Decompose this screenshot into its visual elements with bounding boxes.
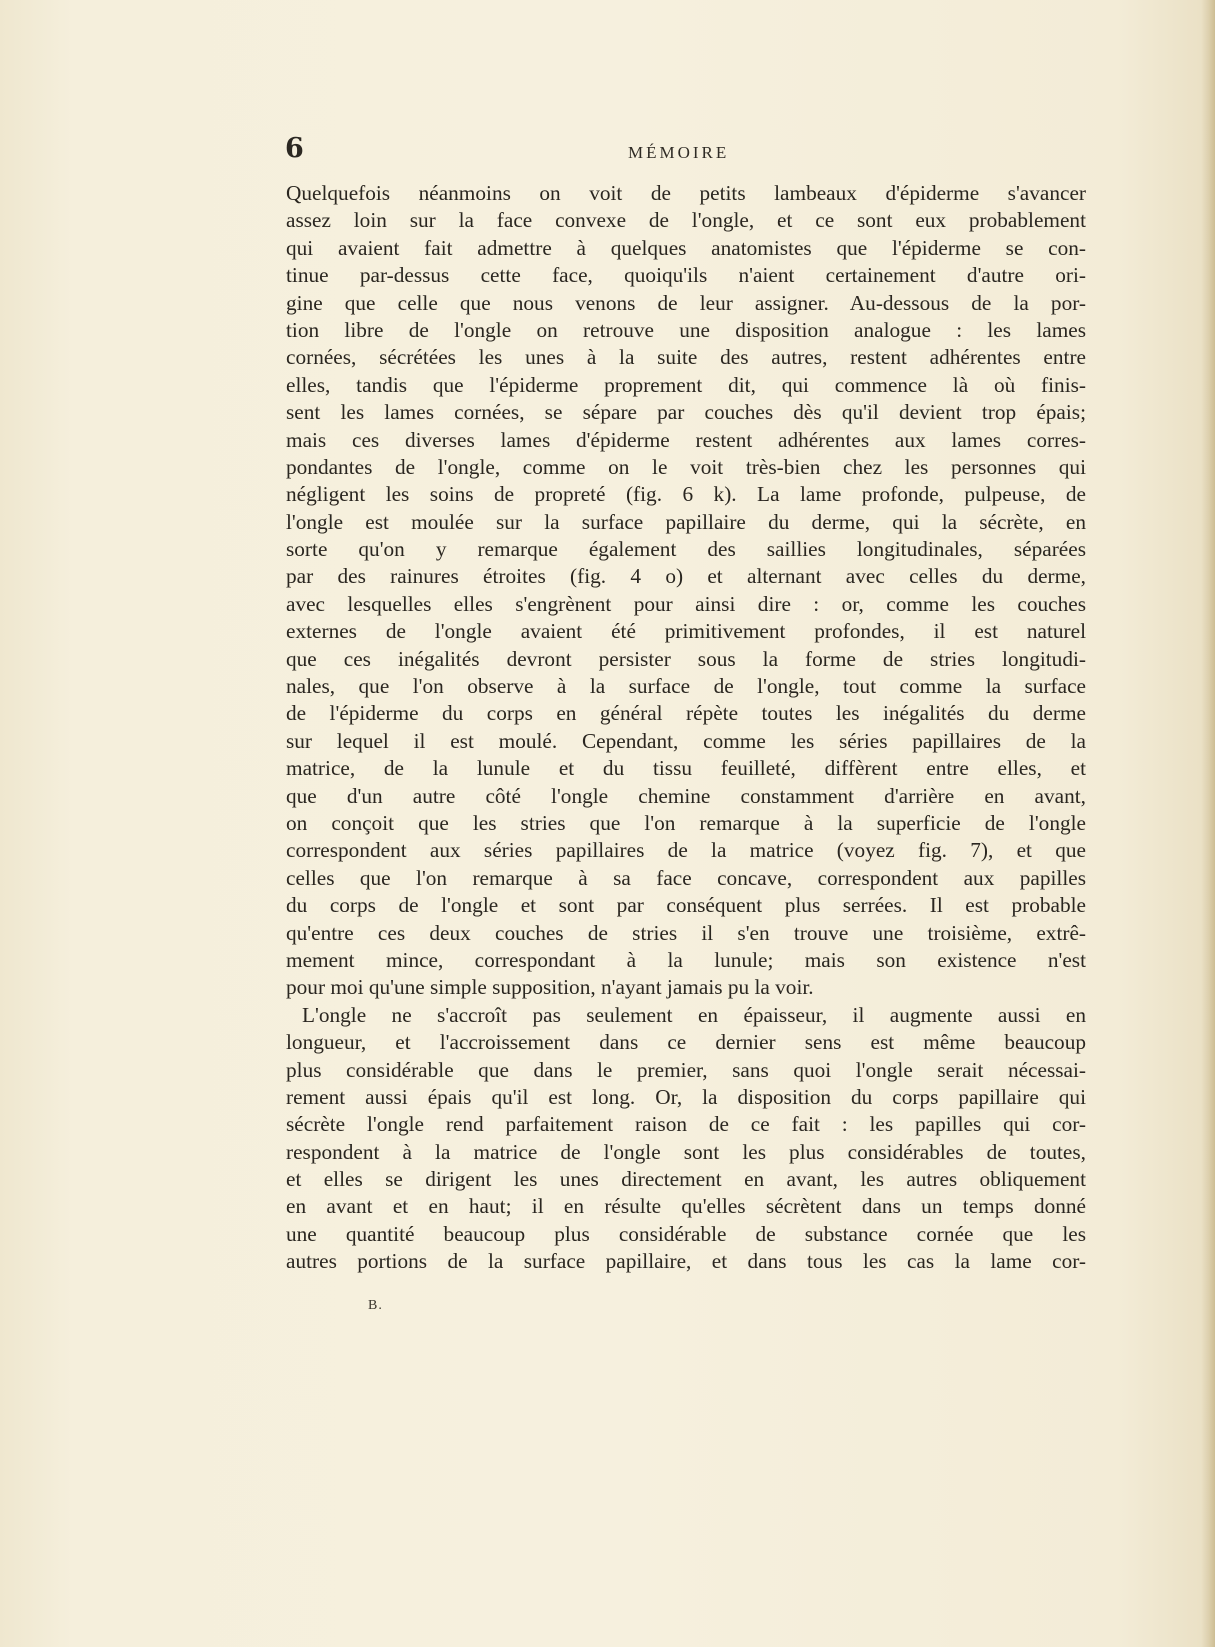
text-line: une quantité beaucoup plus considérable de substance cornée que les [286,1221,1086,1246]
text-line: mais ces diverses lames d'épiderme restent adhérentes aux lames corres- [286,427,1086,452]
text-line: Quelquefois néanmoins on voit de petits lambeaux d'épiderme s'avancer [286,181,1086,205]
text-line: matrice, de la lunule et du tissu feuilleté, diffèrent entre elles, et [286,756,1086,781]
text-line: externes de l'ongle avaient été primitivement profondes, il est naturel [286,619,1086,644]
signature-mark: B. [368,1298,383,1313]
text-line: sorte qu'on y remarque également des saillies longitudinales, séparées [286,537,1086,562]
body-text [286,180,1086,1276]
text-line: elles, tandis que l'épiderme proprement dit, qui commence là où finis- [286,372,1086,397]
text-line: en avant et en haut; il en résulte qu'elles sécrètent dans un temps donné [286,1194,1086,1219]
page-edge-shadow [1201,0,1215,1647]
text-line: on conçoit que les stries que l'on remarque à la superficie de l'ongle [286,810,1086,835]
text-line: tion libre de l'ongle on retrouve une disposition analogue : les lames [286,317,1086,342]
text-line: et elles se dirigent les unes directement en avant, les autres obliquement [286,1167,1086,1192]
text-line: nales, que l'on observe à la surface de l'ongle, tout comme la surface [286,674,1086,699]
paragraph-end-line: pour moi qu'une simple supposition, n'ayant jamais pu la voir. [286,975,814,1000]
page-number: 6 [285,133,304,164]
text-line: assez loin sur la face convexe de l'ongle, et ce sont eux probablement [286,208,1086,233]
text-line: sécrète l'ongle rend parfaitement raison de ce fait : les papilles qui cor- [286,1112,1086,1137]
text-line: avec lesquelles elles s'engrènent pour ainsi dire : or, comme les couches [286,591,1086,616]
paragraph-start-line: L'ongle ne s'accroît pas seulement en épaisseur, il augmente aussi en [302,1002,1086,1027]
text-line: pondantes de l'ongle, comme on le voit très-bien chez les personnes qui [286,454,1086,479]
text-line: autres portions de la surface papillaire, et dans tous les cas la lame cor- [286,1249,1086,1274]
text-line: de l'épiderme du corps en général répète toutes les inégalités du derme [286,701,1086,726]
text-line: que ces inégalités devront persister sous la forme de stries longitudi- [286,646,1086,671]
text-line: par des rainures étroites (fig. 4 o) et alternant avec celles du derme, [286,564,1086,589]
text-line: plus considérable que dans le premier, sans quoi l'ongle serait nécessai- [286,1057,1086,1082]
text-line: tinue par-dessus cette face, quoiqu'ils n'aient certainement d'autre ori- [286,263,1086,288]
text-line: sent les lames cornées, se sépare par couches dès qu'il devient trop épais; [286,400,1086,425]
text-line: celles que l'on remarque à sa face concave, correspondent aux papilles [286,865,1086,890]
text-line: correspondent aux séries papillaires de la matrice (voyez fig. 7), et que [286,838,1086,863]
text-line: respondent à la matrice de l'ongle sont les plus considérables de toutes, [286,1139,1086,1164]
text-line: mement mince, correspondant à la lunule; mais son existence n'est [286,947,1086,972]
text-line: sur lequel il est moulé. Cependant, comme les séries papillaires de la [286,728,1086,753]
text-line: qu'entre ces deux couches de stries il s'en trouve une troisième, extrê- [286,920,1086,945]
text-line: du corps de l'ongle et sont par conséquent plus serrées. Il est probable [286,893,1086,918]
page-header [285,134,1085,174]
text-line: gine que celle que nous venons de leur assigner. Au-dessous de la por- [286,290,1086,315]
text-line: cornées, sécrétées les unes à la suite des autres, restent adhérentes entre [286,345,1086,370]
text-line: négligent les soins de propreté (fig. 6 k). La lame profonde, pulpeuse, de [286,482,1086,507]
text-line: rement aussi épais qu'il est long. Or, la disposition du corps papillaire qui [286,1084,1086,1109]
text-line: longueur, et l'accroissement dans ce dernier sens est même beaucoup [286,1030,1086,1055]
running-head: MÉMOIRE [628,143,730,162]
text-line: qui avaient fait admettre à quelques anatomistes que l'épiderme se con- [286,235,1086,260]
text-line: que d'un autre côté l'ongle chemine constamment d'arrière en avant, [286,783,1086,808]
text-line: l'ongle est moulée sur la surface papillaire du derme, qui la sécrète, en [286,509,1086,534]
